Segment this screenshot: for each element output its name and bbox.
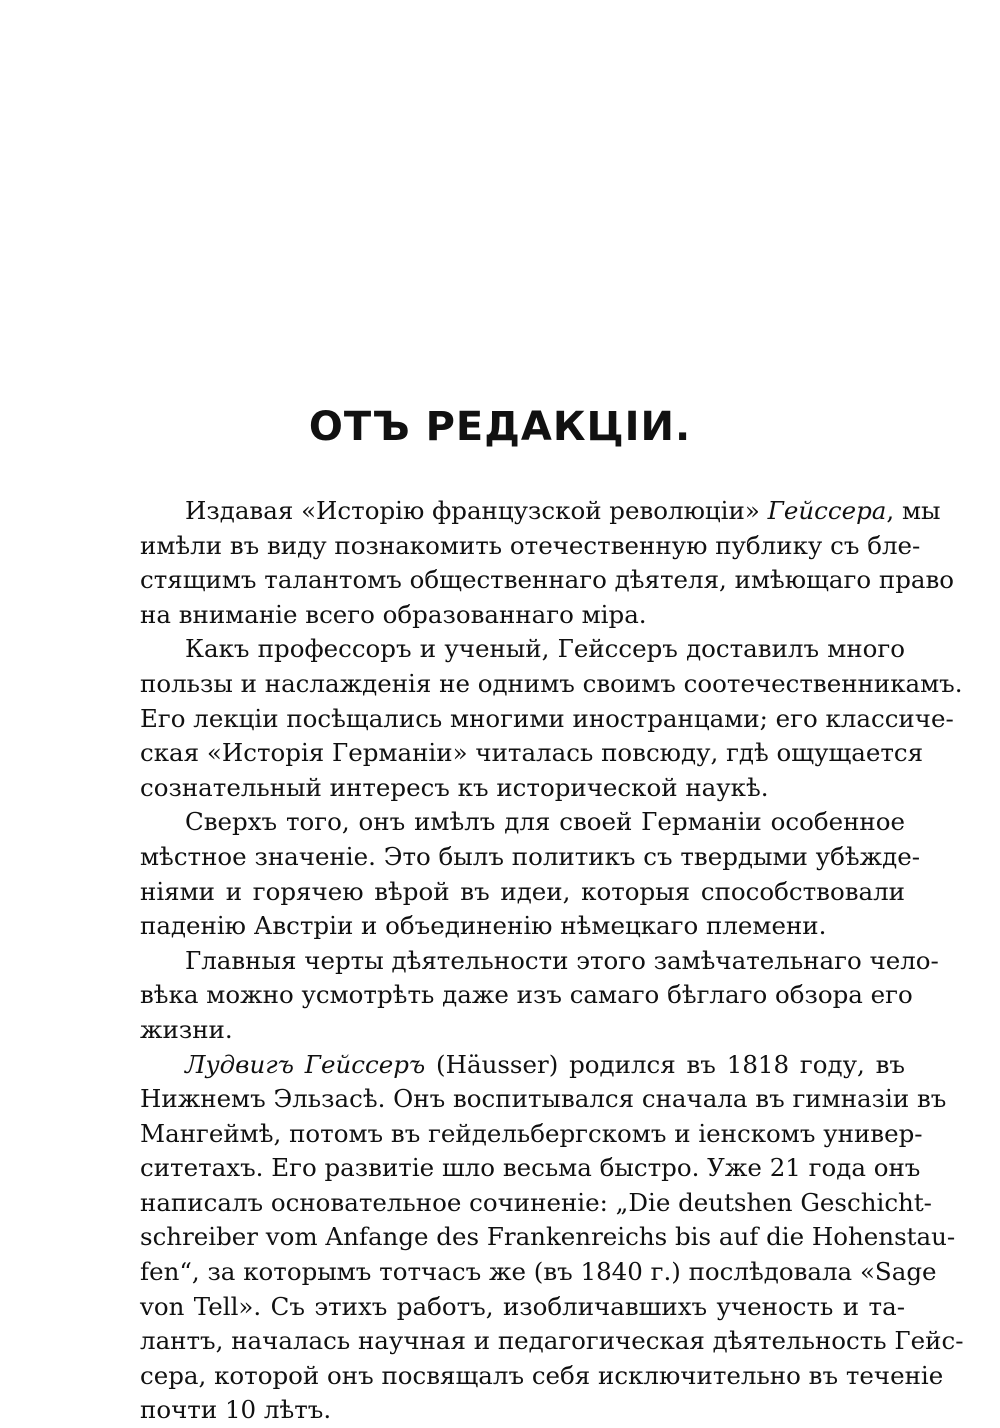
text-line: Главныя черты дѣятельности этого замѣчательнаго чело-	[185, 945, 939, 975]
text-line: почти 10 лѣтъ.	[140, 1395, 332, 1425]
text-line: schreiber vom Anfange des Frankenreichs bis auf die Hohenstau-	[140, 1222, 956, 1252]
text-line: Какъ профессоръ и ученый, Гейссеръ доставилъ много	[185, 634, 905, 664]
text-line: стящимъ талантомъ общественнаго дѣятеля, имѣющаго право	[140, 565, 955, 595]
text-line: на вниманіе всего образованнаго міра.	[140, 599, 647, 629]
text-line: Мангеймѣ, потомъ въ гейдельбергскомъ и іенскомъ универ-	[140, 1118, 923, 1148]
text-line: Издавая «Исторію французской революціи» Гейссера, мы	[185, 496, 941, 525]
text-line: ситетахъ. Его развитіе шло весьма быстро. Уже 21 года онъ	[140, 1153, 921, 1183]
text-line: fen“, за которымъ тотчасъ же (въ 1840 г.) послѣдовала «Sage	[140, 1257, 937, 1287]
text-line: написалъ основательное сочиненіе: „Die deutshen Geschicht-	[140, 1187, 932, 1217]
text-line: мѣстное значеніе. Это былъ политикъ съ твердыми убѣжде-	[140, 841, 921, 871]
text-line: сера, которой онъ посвящалъ себя исключительно въ теченіе	[140, 1360, 944, 1390]
text-line: пользы и наслажденія не однимъ своимъ соотечественникамъ.	[140, 668, 963, 698]
text-line: ская «Исторія Германіи» читалась повсюду, гдѣ ощущается	[140, 738, 924, 768]
text-line: von Tell». Съ этихъ работъ, изобличавшихъ ученость и та-	[140, 1291, 905, 1321]
text-line: Его лекціи посѣщались многими иностранцами; его классиче-	[140, 703, 954, 733]
text-line: паденію Австріи и объединенію нѣмецкаго племени.	[140, 911, 827, 941]
text-line: имѣли въ виду познакомить отечественную публику съ бле-	[140, 530, 921, 560]
text-line: лантъ, началась научная и педагогическая дѣятельность Гейс-	[140, 1326, 964, 1356]
text-line: сознательный интересъ къ исторической наукѣ.	[140, 772, 769, 802]
text-line: вѣка можно усмотрѣть даже изъ самаго бѣглаго обзора его	[140, 980, 913, 1010]
text-line: ніями и горячею вѣрой въ идеи, которыя способствовали	[140, 876, 905, 906]
text-line: Сверхъ того, онъ имѣлъ для своей Германіи особенное	[185, 807, 905, 837]
text-line: Нижнемъ Эльзасѣ. Онъ воспитывался сначала въ гимназіи въ	[140, 1084, 947, 1114]
text-line: жизни.	[140, 1014, 233, 1044]
page-title: ОТЪ РЕДАКЦІИ.	[308, 404, 692, 450]
body-text	[140, 494, 964, 1428]
text-line: Лудвигъ Гейссеръ (Häusser) родился въ 1818 году, въ	[185, 1049, 905, 1079]
